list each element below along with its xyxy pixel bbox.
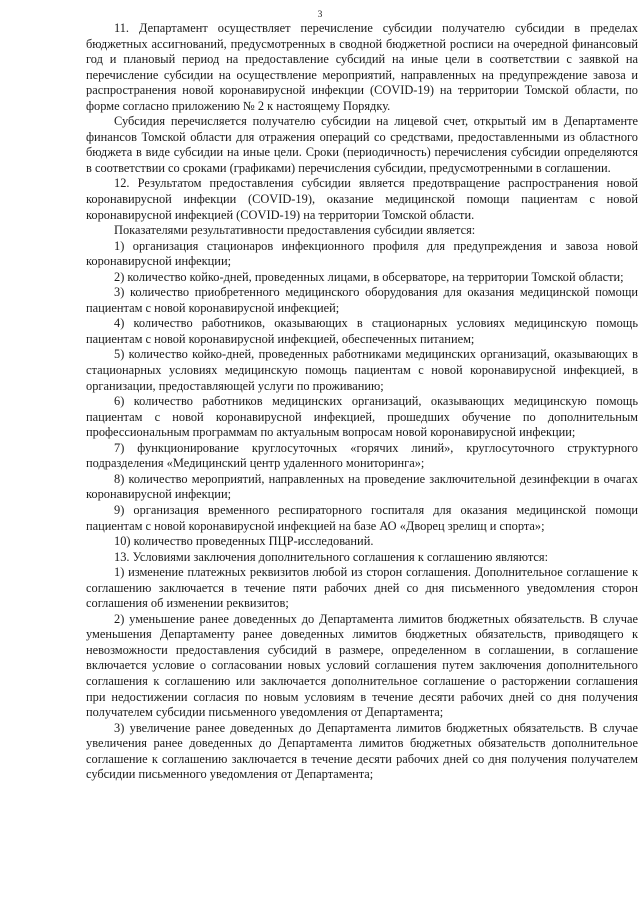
indicator-item-3: 3) количество приобретенного медицинского оборудования для оказания медицинской помощи пациентам с новой коронавирусной инфекцией;: [86, 285, 638, 315]
indicator-item-2: 2) количество койко-дней, проведенных лицами, в обсерваторе, на территории Томской области;: [114, 269, 624, 284]
condition-item-1: 1) изменение платежных реквизитов любой из сторон соглашения. Дополнительное соглашение к соглашению заключается в течение пяти рабочих дней со дня письменного уведомления сторон соглашения об изменении реквизитов;: [86, 565, 638, 611]
indicator-item-7: 7) функционирование круглосуточных «горячих линий», круглосуточного структурного подразделения «Медицинский центр удаленного мониторинга»;: [86, 440, 638, 471]
paragraph-subsidy-account: Субсидия перечисляется получателю субсидии на лицевой счет, открытый им в Департаменте финансов Томской области для отражения операций со средствами, предоставленными из областного бюджета в виде субсидии на иные цели. Сроки (периодичность) перечисления субсидии определяются в соответствии со сроками (графиками) перечисления субсидии, предусмотренными в соглашении.: [86, 114, 638, 175]
paragraph-13-conditions: 13. Условиями заключения дополнительного соглашения к соглашению являются:: [114, 549, 549, 564]
condition-item-3: 3) увеличение ранее доведенных до Департамента лимитов бюджетных обязательств. В случае увеличения ранее доведенных до Департамента лимитов бюджетных обязательств дополнительное соглашение к соглашению заключается в течение десяти рабочих дней со дня получения получателем субсидии письменного уведомления от Департамента;: [86, 720, 638, 782]
indicator-item-9: 9) организация временного респираторного госпиталя для оказания медицинской помощи пациентам с новой коронавирусной инфекцией на базе АО «Дворец зрелищ и спорта»;: [86, 502, 638, 533]
indicator-item-5: 5) количество койко-дней, проведенных работниками медицинских организаций, оказывающих в стационарных условиях медицинскую помощь пациентам с новой коронавирусной инфекцией, в организации, предоставляющей услуги по проживанию;: [86, 347, 638, 393]
indicator-item-4: 4) количество работников, оказывающих в стационарных условиях медицинскую помощь пациентам с новой коронавирусной инфекцией, обеспеченных питанием;: [86, 316, 638, 346]
indicator-item-1: 1) организация стационаров инфекционного профиля для предупреждения и завоза новой коронавирусной инфекции;: [86, 238, 638, 269]
indicator-item-8: 8) количество мероприятий, направленных на проведение заключительной дезинфекции в очагах коронавирусной инфекции;: [86, 471, 638, 502]
page-number: 3: [317, 10, 323, 20]
paragraph-12-result: 12. Результатом предоставления субсидии является предотвращение распространения новой коронавирусной инфекции (COVID-19), оказание медицинской помощи пациентам с новой коронавирусной инфекцией (COVID-19) на территории Томской области.: [86, 176, 638, 222]
paragraph-11-transfer: 11. Департамент осуществляет перечисление субсидии получателю субсидии в пределах бюджетных ассигнований, предусмотренных в сводной бюджетной росписи на очередной финансовый год и плановый период на предоставление субсидий на иные цели в соответствии с заявкой на перечисление субсидии на осуществление мероприятий, направленных на предупреждение завоза и распространения новой коронавирусной инфекции (COVID-19) на территории Томской области, по форме согласно приложению № 2 к настоящему Порядку.: [86, 21, 638, 113]
condition-item-2: 2) уменьшение ранее доведенных до Департамента лимитов бюджетных обязательств. В случае уменьшения Департаменту ранее доведенных лимитов бюджетных обязательств, приводящего к невозможности предоставления субсидий в размере, определенном в соглашении, в соглашение включается условие о согласовании новых условий соглашения путем заключения дополнительного соглашения к соглашению или заключается дополнительное соглашение о расторжении соглашения при недостижении согласия по новым условиям в течение десяти рабочих дней со дня получения получателем субсидии письменного уведомления от Департамента;: [86, 611, 638, 720]
document-body: [86, 21, 638, 783]
indicator-item-10: 10) количество проведенных ПЦР-исследований.: [114, 534, 374, 549]
paragraph-indicators-heading: Показателями результативности предоставления субсидии является:: [114, 223, 476, 238]
indicator-item-6: 6) количество работников медицинских организаций, оказывающих медицинскую помощь пациентам с новой коронавирусной инфекцией, прошедших обучение по дополнительным профессиональным программам по актуальным вопросам новой коронавирусной инфекции;: [86, 394, 638, 440]
